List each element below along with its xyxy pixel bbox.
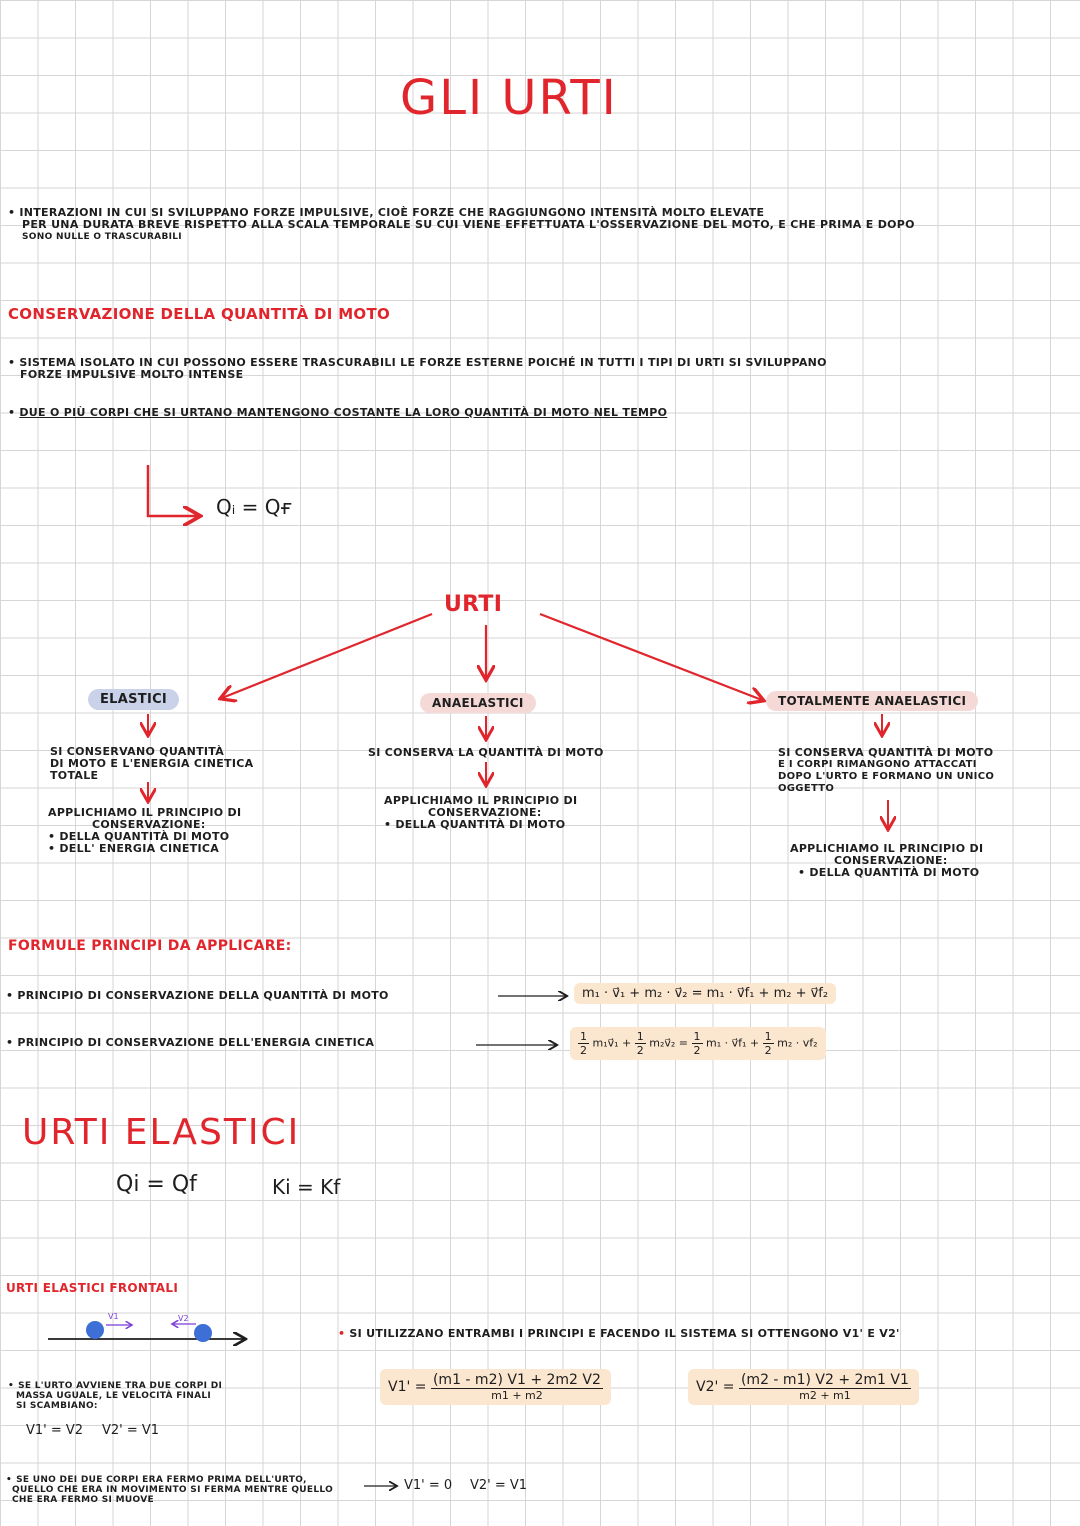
swap-eq-2: V2' = V1 [102, 1423, 160, 1438]
elastic-label-text: ELASTICI [88, 689, 179, 710]
frontal-heading: URTI ELASTICI FRONTALI [6, 1281, 179, 1295]
total-text-2: E I CORPI RIMANGONO ATTACCATI [778, 759, 977, 770]
equal-mass-note-1-text: SE L'URTO AVVIENE TRA DUE CORPI DI [18, 1381, 223, 1391]
conservation-bullet-1-text: SISTEMA ISOLATO IN CUI POSSONO ESSERE TRASCURABILI LE FORZE ESTERNE POICHÉ IN TUTTI I TIPI DI URTI SI SVILUPPANO [19, 356, 827, 369]
principle-momentum-text: PRINCIPIO DI CONSERVAZIONE DELLA QUANTITÀ DI MOTO [17, 989, 389, 1002]
conservation-equation: Qᵢ = Qғ [216, 495, 293, 519]
page-title: GLI URTI [400, 70, 618, 126]
v2-prime-den: m2 + m1 [799, 1389, 851, 1402]
swap-eq-1: V1' = V2 [26, 1423, 84, 1438]
total-item-1-text: DELLA QUANTITÀ DI MOTO [809, 866, 980, 879]
conservation-heading: CONSERVAZIONE DELLA QUANTITÀ DI MOTO [8, 305, 391, 323]
conservation-bullet-2-text: DUE O PIÙ CORPI CHE SI URTANO MANTENGONO COSTANTE LA LORO QUANTITÀ DI MOTO NEL TEMPO [19, 406, 668, 419]
formula-momentum-text: m₁ · v⃗₁ + m₂ · v⃗₂ = m₁ · v⃗f₁ + m₂ + v⃗f₂ [574, 983, 836, 1004]
anelastic-item-1-text: DELLA QUANTITÀ DI MOTO [395, 818, 566, 831]
equal-mass-note-2: MASSA UGUALE, LE VELOCITÀ FINALI [16, 1391, 212, 1401]
half-num-3: 1 [693, 1030, 701, 1043]
conservation-arrow [148, 465, 198, 516]
formula-energy-part-c: m₁ · v⃗f₁ + [706, 1036, 760, 1050]
intro-line-3: SONO NULLE O TRASCURABILI [22, 232, 182, 242]
total-apply-2: CONSERVAZIONE: [834, 854, 948, 867]
anelastic-description: SI CONSERVA LA QUANTITÀ DI MOTO [368, 746, 604, 759]
elastic-eq-energy: Ki = Kf [272, 1175, 341, 1199]
elastic-item-2-text: DELL' ENERGIA CINETICA [59, 842, 220, 855]
velocity-1-label: V1 [108, 1312, 119, 1321]
anelastic-apply-2: CONSERVAZIONE: [428, 806, 542, 819]
elastic-text-2: DI MOTO E L'ENERGIA CINETICA [50, 757, 254, 770]
intro-line-2: PER UNA DURATA BREVE RISPETTO ALLA SCALA TEMPORALE SU CUI VIENE EFFETTUATA L'OSSERVAZIONE DEL MOTO, E CHE PRIMA E DOPO [22, 218, 915, 231]
diagram-root-label: URTI [444, 592, 503, 617]
elastic-text-3: TOTALE [50, 769, 99, 782]
anelastic-label-text: ANAELASTICI [420, 693, 536, 713]
intro-line-1-text: INTERAZIONI IN CUI SI SVILUPPANO FORZE IMPULSIVE, CIOÈ FORZE CHE RAGGIUNGONO INTENSITÀ MOLTO ELEVATE [19, 206, 765, 219]
elastic-item-1-text: DELLA QUANTITÀ DI MOTO [59, 830, 230, 843]
equal-mass-note-3: SI SCAMBIANO: [16, 1401, 98, 1411]
total-text-1: SI CONSERVA QUANTITÀ DI MOTO [778, 746, 994, 759]
formulas-heading: FORMULE PRINCIPI DA APPLICARE: [8, 938, 292, 954]
branch-total-arrow [540, 614, 762, 700]
total-text-3: DOPO L'URTO E FORMANO UN UNICO [778, 771, 995, 782]
half-den-1: 2 [580, 1044, 587, 1057]
stop-eq-1: V1' = 0 [404, 1478, 453, 1493]
v1-prime-den: m1 + m2 [491, 1389, 543, 1402]
elastic-apply-1: APPLICHIAMO IL PRINCIPIO DI [48, 806, 242, 819]
stationary-note-1-text: SE UNO DEI DUE CORPI ERA FERMO PRIMA DELL'URTO, [16, 1475, 307, 1485]
velocity-2-label: V2 [178, 1314, 189, 1323]
stop-eq-2: V2' = V1 [470, 1478, 528, 1493]
principle-energy-text: PRINCIPIO DI CONSERVAZIONE DELL'ENERGIA CINETICA [17, 1036, 375, 1049]
mass-2-ball [194, 1324, 212, 1342]
anelastic-apply-1: APPLICHIAMO IL PRINCIPIO DI [384, 794, 578, 807]
half-den-3: 2 [693, 1044, 701, 1057]
mass-1-ball [86, 1321, 104, 1339]
elastic-section-heading: URTI ELASTICI [22, 1112, 301, 1153]
half-num-1: 1 [580, 1030, 587, 1043]
total-label-text: TOTALMENTE ANAELASTICI [766, 691, 978, 711]
v1-prime-lhs: V1' = [388, 1379, 427, 1395]
elastic-apply-2: CONSERVAZIONE: [92, 818, 206, 831]
half-num-2: 1 [636, 1030, 644, 1043]
v2-prime-num: (m2 - m1) V2 + 2m1 V1 [740, 1372, 909, 1388]
half-den-2: 2 [636, 1044, 644, 1057]
branch-elastic-arrow [222, 614, 432, 698]
v2-prime-lhs: V2' = [696, 1379, 735, 1395]
formula-energy-part-a: m₁v⃗₁ + [592, 1036, 632, 1050]
v1-prime-num: (m1 - m2) V1 + 2m2 V2 [432, 1372, 601, 1388]
stationary-note-3: CHE ERA FERMO SI MUOVE [12, 1495, 154, 1505]
elastic-text-1: SI CONSERVANO QUANTITÀ [50, 745, 225, 758]
total-apply-1: APPLICHIAMO IL PRINCIPIO DI [790, 842, 984, 855]
stationary-note-2: QUELLO CHE ERA IN MOVIMENTO SI FERMA MENTRE QUELLO [12, 1485, 334, 1495]
total-text-4: OGGETTO [778, 783, 835, 794]
formula-energy-part-d: m₂ · vf₂ [777, 1036, 818, 1050]
system-note-text: SI UTILIZZANO ENTRAMBI I PRINCIPI E FACENDO IL SISTEMA SI OTTENGONO V1' E V2' [349, 1327, 900, 1340]
formula-energy-part-b: m₂v⃗₂ = [649, 1036, 689, 1050]
half-num-4: 1 [764, 1030, 772, 1043]
conservation-bullet-1-line-2: FORZE IMPULSIVE MOLTO INTENSE [20, 368, 244, 381]
elastic-eq-momentum: Qi = Qf [116, 1172, 197, 1197]
half-den-4: 2 [764, 1044, 772, 1057]
